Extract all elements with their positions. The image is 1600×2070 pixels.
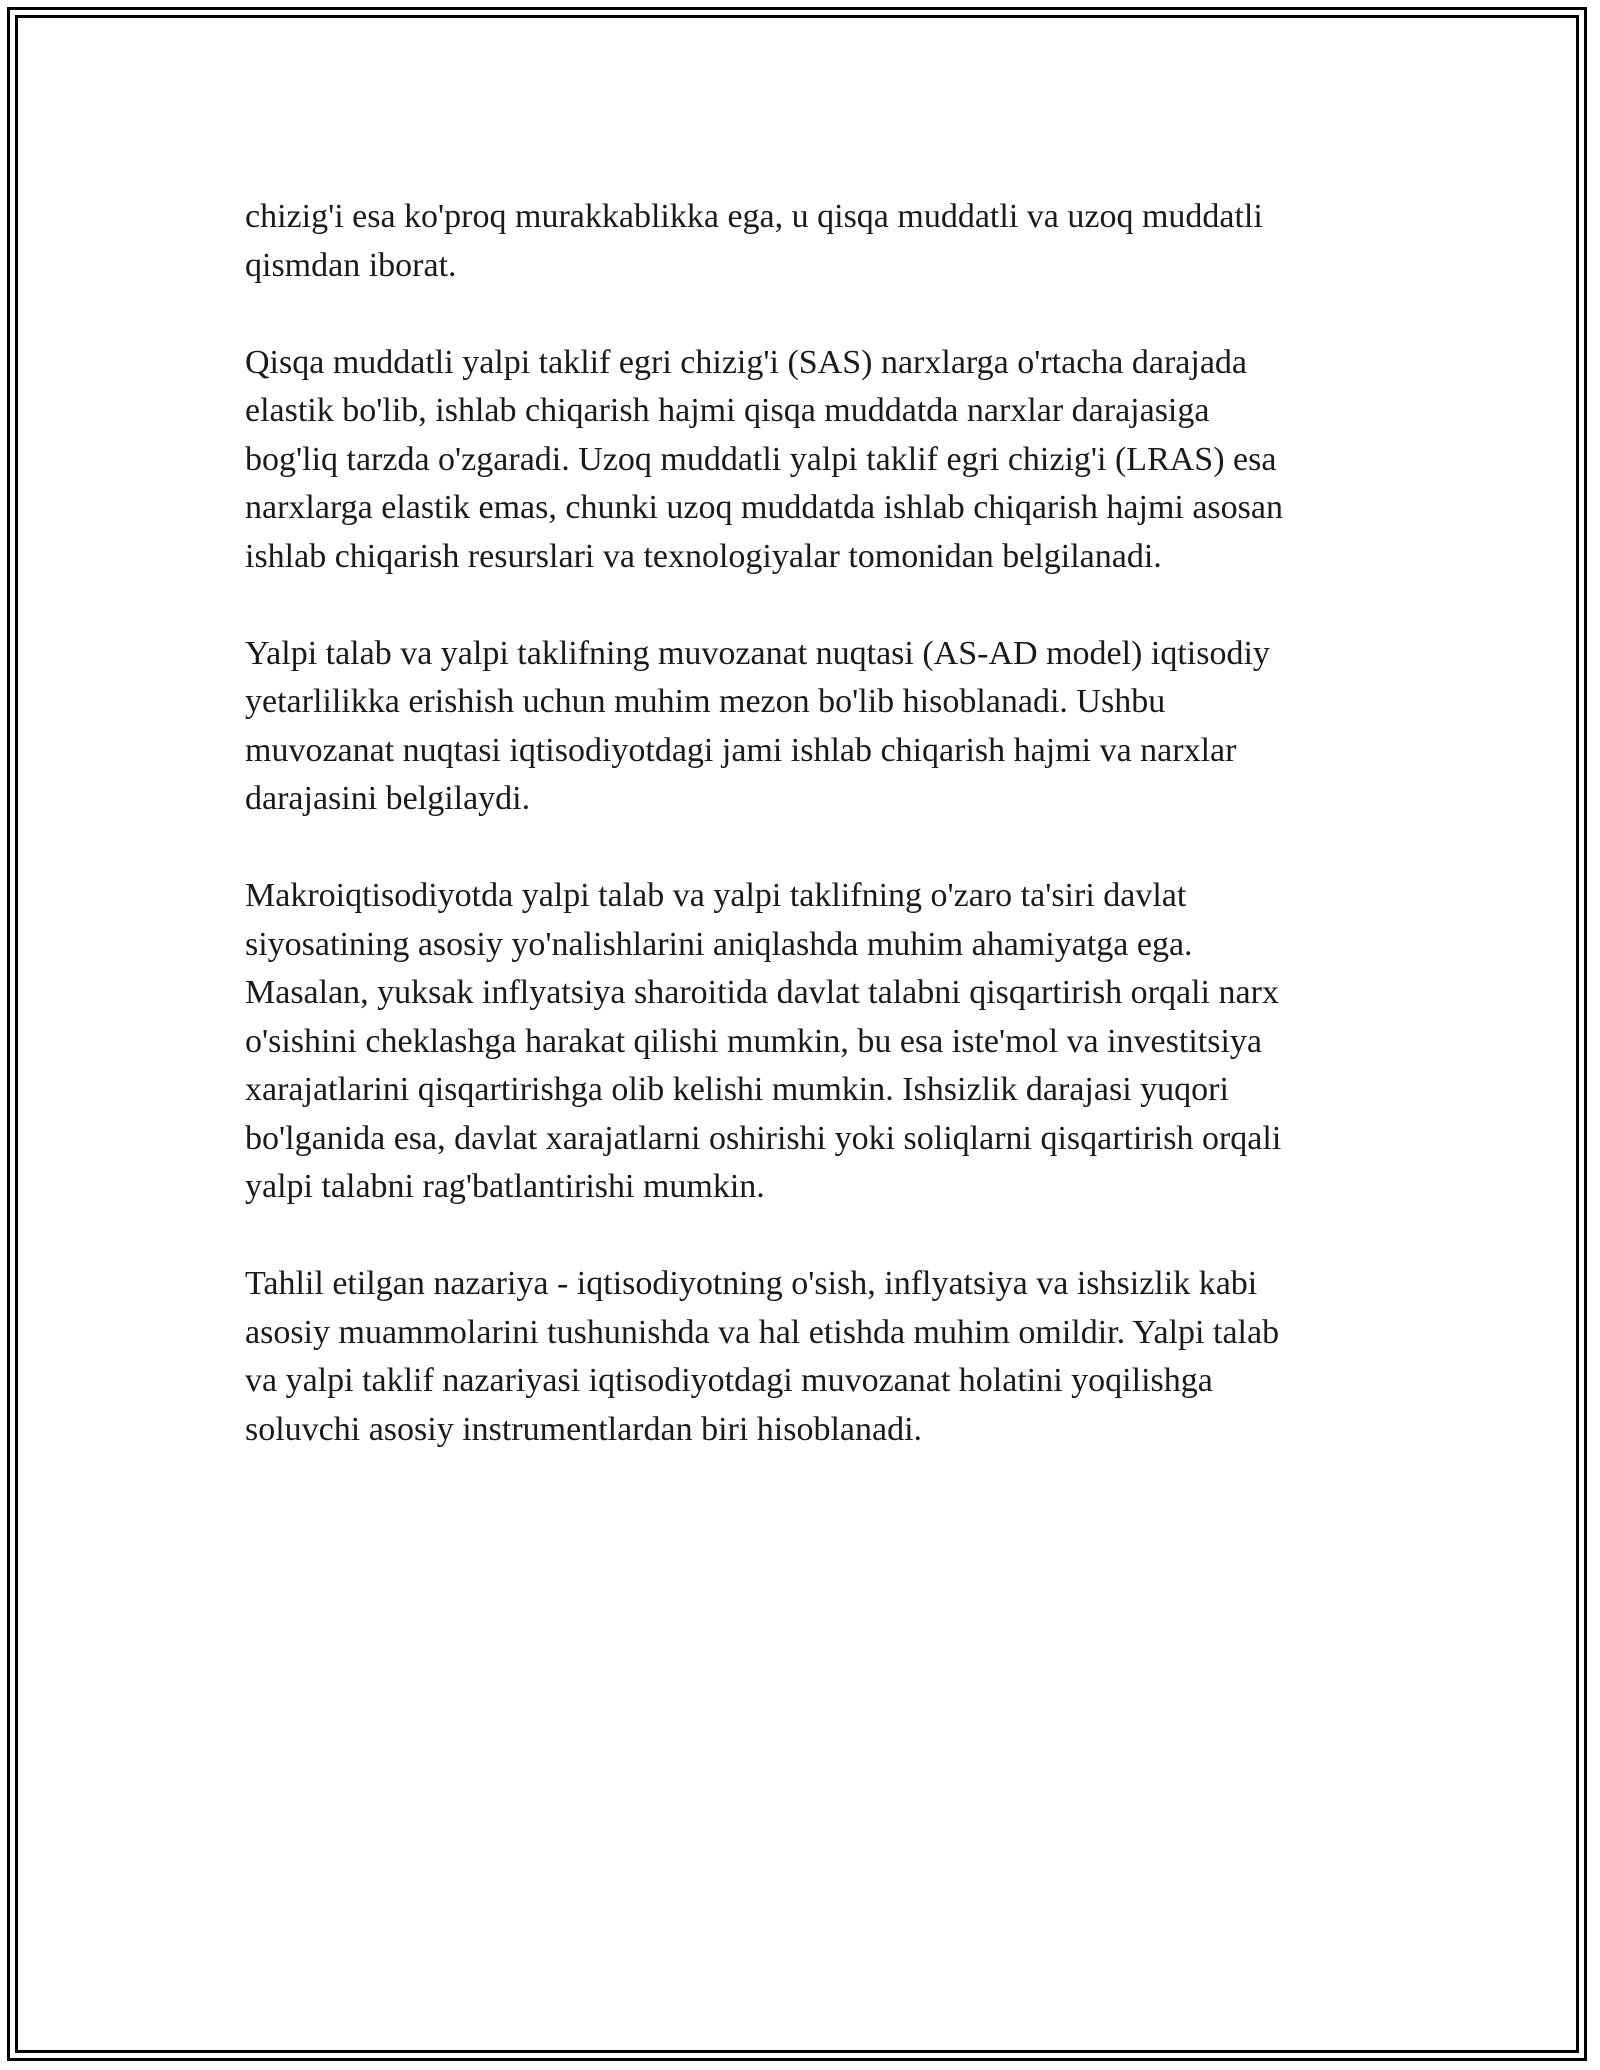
text-line: o'sishini cheklashga harakat qilishi mumkin, bu esa iste'mol va investitsiya	[245, 1022, 1262, 1060]
text-line: muvozanat nuqtasi iqtisodiyotdagi jami ishlab chiqarish hajmi va narxlar	[245, 731, 1237, 769]
text-line: soluvchi asosiy instrumentlardan biri hisoblanadi.	[245, 1410, 923, 1448]
text-line: bog'liq tarzda o'zgaradi. Uzoq muddatli yalpi taklif egri chizig'i (LRAS) esa	[245, 440, 1277, 478]
text-line: ishlab chiqarish resurslari va texnologiyalar tomonidan belgilanadi.	[245, 537, 1162, 575]
page-frame	[7, 7, 1587, 2061]
text-line: narxlarga elastik emas, chunki uzoq muddatda ishlab chiqarish hajmi asosan	[245, 489, 1283, 526]
paragraph	[245, 339, 1385, 582]
text-line: Masalan, yuksak inflyatsiya sharoitida davlat talabni qisqartirish orqali narx	[245, 974, 1279, 1011]
text-line: Qisqa muddatli yalpi taklif egri chizig'i (SAS) narxlarga o'rtacha darajada	[245, 343, 1248, 381]
paragraph	[245, 193, 1385, 290]
document-body	[245, 193, 1385, 1503]
text-line: xarajatlarini qisqartirishga olib kelishi mumkin. Ishsizlik darajasi yuqori	[245, 1071, 1229, 1108]
text-line: asosiy muammolarini tushunishda va hal etishda muhim omildir. Yalpi talab	[245, 1313, 1280, 1351]
text-line: Tahlil etilgan nazariya - iqtisodiyotning o'sish, inflyatsiya va ishsizlik kabi	[245, 1265, 1258, 1302]
text-line: Makroiqtisodiyotda yalpi talab va yalpi taklifning o'zaro ta'siri davlat	[245, 877, 1187, 914]
text-line: chizig'i esa ko'proq murakkablikka ega, u qisqa muddatli va uzoq muddatli	[245, 198, 1263, 235]
paragraph	[245, 1260, 1385, 1454]
text-line: elastik bo'lib, ishlab chiqarish hajmi qisqa muddatda narxlar darajasiga	[245, 392, 1210, 429]
text-line: darajasini belgilaydi.	[245, 780, 531, 817]
text-line: bo'lganida esa, davlat xarajatlarni oshirishi yoki soliqlarni qisqartirish orqali	[245, 1119, 1282, 1157]
text-line: va yalpi taklif nazariyasi iqtisodiyotdagi muvozanat holatini yoqilishga	[245, 1362, 1213, 1399]
text-line: qismdan iborat.	[245, 246, 457, 284]
paragraph	[245, 630, 1385, 824]
text-line: yalpi talabni rag'batlantirishi mumkin.	[245, 1168, 765, 1205]
paragraph	[245, 872, 1385, 1212]
text-line: Yalpi talab va yalpi taklifning muvozanat nuqtasi (AS-AD model) iqtisodiy	[245, 634, 1270, 672]
text-line: siyosatining asosiy yo'nalishlarini aniqlashda muhim ahamiyatga ega.	[245, 925, 1193, 963]
text-line: yetarlilikka erishish uchun muhim mezon bo'lib hisoblanadi. Ushbu	[245, 683, 1166, 720]
